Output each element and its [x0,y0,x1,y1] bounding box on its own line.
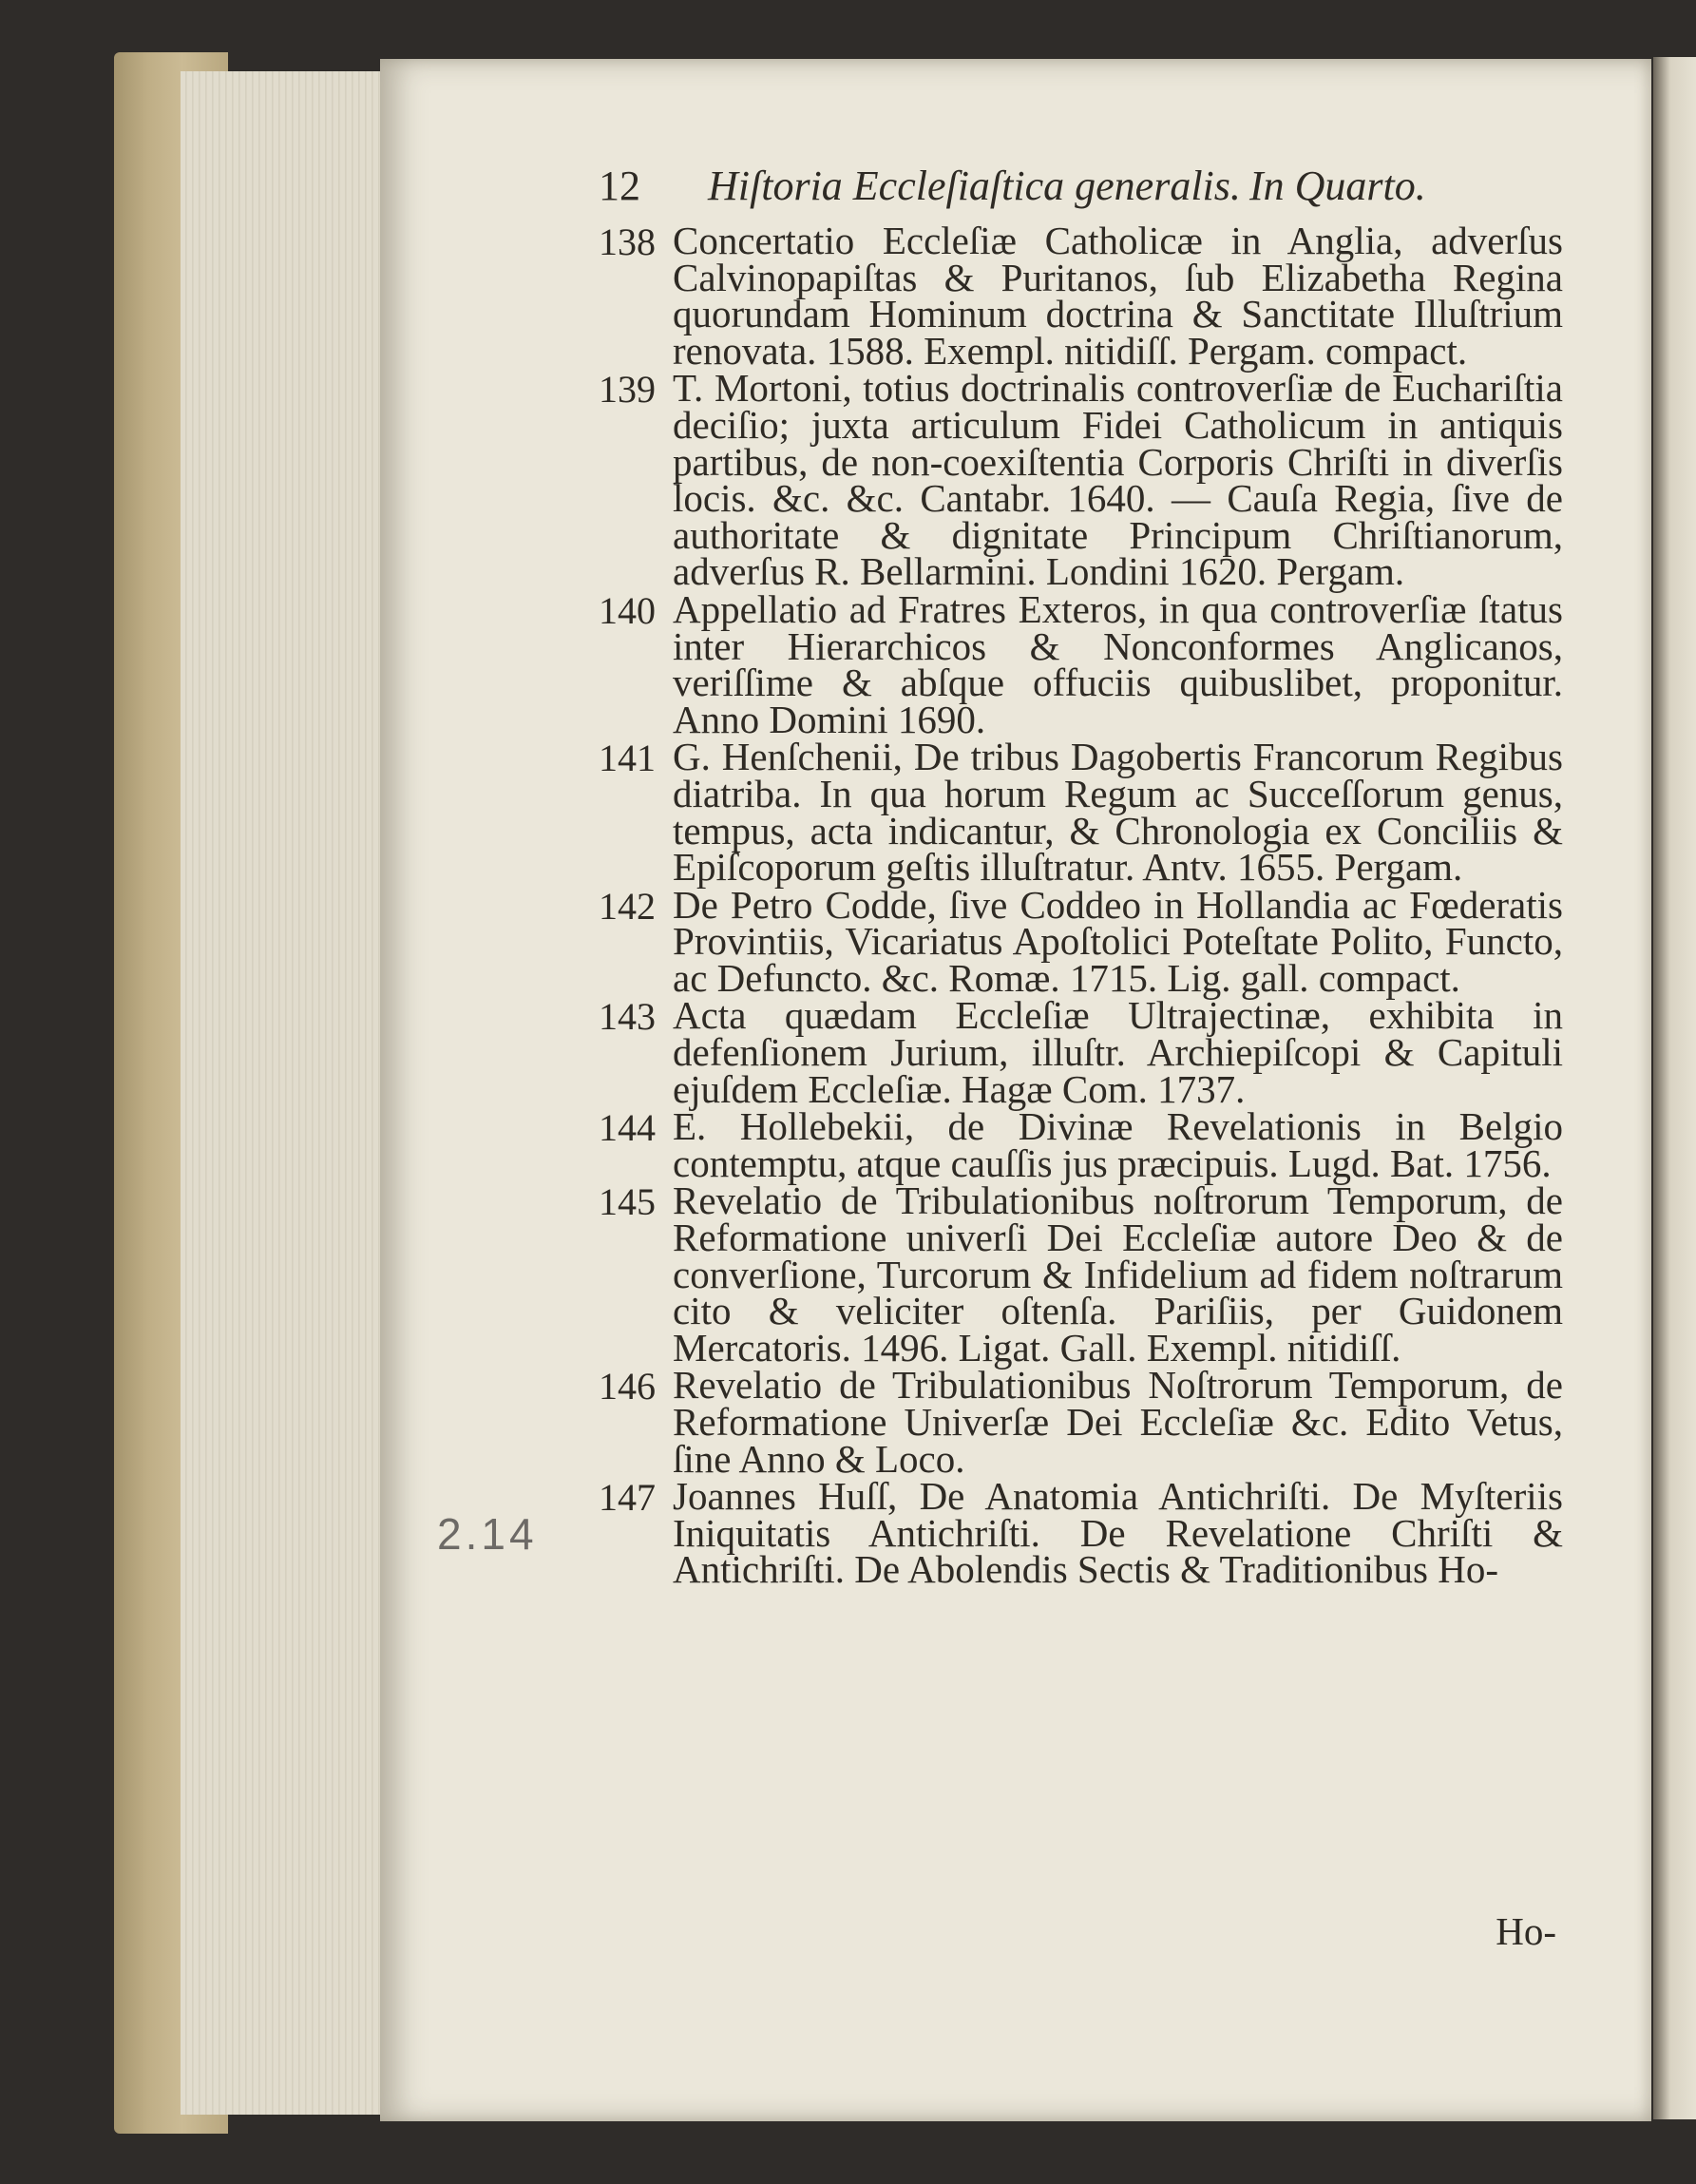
catalog-entry [599,586,1563,741]
catalog-entry [599,1363,1563,1481]
catalog-entry [599,366,1563,594]
page-edges [181,71,390,2115]
book-page [380,59,1651,2121]
entry-number: 141 [599,737,656,780]
catchword: Ho- [1496,1909,1556,1953]
pencil-margin-note: 2.14 [437,1509,538,1559]
catalog-entry [599,735,1563,890]
entry-number: 147 [599,1476,656,1520]
entry-number: 145 [599,1180,656,1224]
entry-number: 143 [599,995,656,1039]
running-header [599,162,1549,219]
catalog-entry [599,993,1563,1111]
entry-number: 144 [599,1106,656,1150]
entry-text: G. Henſchenii, De tribus Dagobertis Francorum Regibus diatriba. In qua horum Regum ac Succeſſorum genus, tempus, acta indicantur, & Chronologia ex Conciliis & Epiſcoporum geſtis illuſtratur. Antv. 1655. Pergam. [673,735,1563,890]
entry-number: 140 [599,588,656,632]
entry-text: Revelatio de Tribulationibus Noſtrorum Temporum, de Reformatione Univerſæ Dei Eccleſiæ &c. Edito Vetus, ſine Anno & Loco. [673,1363,1563,1481]
facing-page-edge [1653,57,1696,2119]
entry-number: 146 [599,1365,656,1408]
entry-text: Acta quædam Eccleſiæ Ultrajectinæ, exhibita in defenſionem Jurium, illuſtr. Archiepiſcopi & Capituli ejuſdem Eccleſiæ. Hagæ Com. 1737. [673,993,1563,1111]
entry-text: De Petro Codde, ſive Coddeo in Hollandia ac Fœderatis Provintiis, Vicariatus Apoſtolici Poteſtate Polito, Functo, ac Defuncto. &c. Romæ. 1715. Lig. gall. compact. [673,882,1563,1000]
entry-text: T. Mortoni, totius doctrinalis controverſiæ de Euchariſtia deciſio; juxta articulum Fidei Catholicum in antiquis partibus, de non-coexiſtentia Corporis Chriſti in diverſis locis. &c. &c. Cantabr. 1640. — Cauſa Regia, ſive de authoritate & dignitate Principum Chriſtianorum, adverſus R. Bellarmini. Londini 1620. Pergam. [673,366,1563,594]
catalog-entry [599,219,1563,373]
entry-number: 138 [599,220,656,263]
entry-text: E. Hollebekii, de Divinæ Revelationis in Belgio contemptu, atque cauſſis jus præcipuis. Lugd. Bat. 1756. [673,1104,1563,1185]
entry-number: 139 [599,368,656,412]
entry-text: Joannes Huſſ, De Anatomia Antichriſti. De Myſteriis Iniquitatis Antichriſti. De Revelatione Chriſti & Antichriſti. De Abolendis Sectis & Traditionibus Ho- [673,1474,1563,1592]
catalog-entry [599,882,1563,1000]
running-title: Hiſtoria Eccleſiaſtica generalis. [708,163,1241,209]
entry-text: Revelatio de Tribulationibus noſtrorum Temporum, de Reformatione univerſi Dei Eccleſiæ autore Deo & de converſione, Turcorum & Infidelium ad fidem noſtrarum cito & veliciter oſtenſa. Pariſiis, per Guidonem Mercatoris. 1496. Ligat. Gall. Exempl. nitidiſſ. [673,1178,1563,1370]
format-label: In Quarto. [1249,163,1426,209]
catalog-entry [599,1474,1563,1592]
catalog-entry [599,1178,1563,1370]
catalog-entries [599,219,1563,1592]
entry-number: 142 [599,884,656,928]
entry-text: Appellatio ad Fratres Exteros, in qua controverſiæ ſtatus inter Hierarchicos & Nonconformes Anglicanos, veriſſime & abſque offuciis quibuslibet, proponitur. Anno Domini 1690. [673,586,1563,741]
entry-text: Concertatio Eccleſiæ Catholicæ in Anglia, adverſus Calvinopapiſtas & Puritanos, ſub Elizabetha Regina quorundam Hominum doctrina & Sanctitate Illuſtrium renovata. 1588. Exempl. nitidiſſ. Pergam. compact. [673,219,1563,373]
page-number: 12 [599,163,640,209]
catalog-entry [599,1104,1563,1185]
